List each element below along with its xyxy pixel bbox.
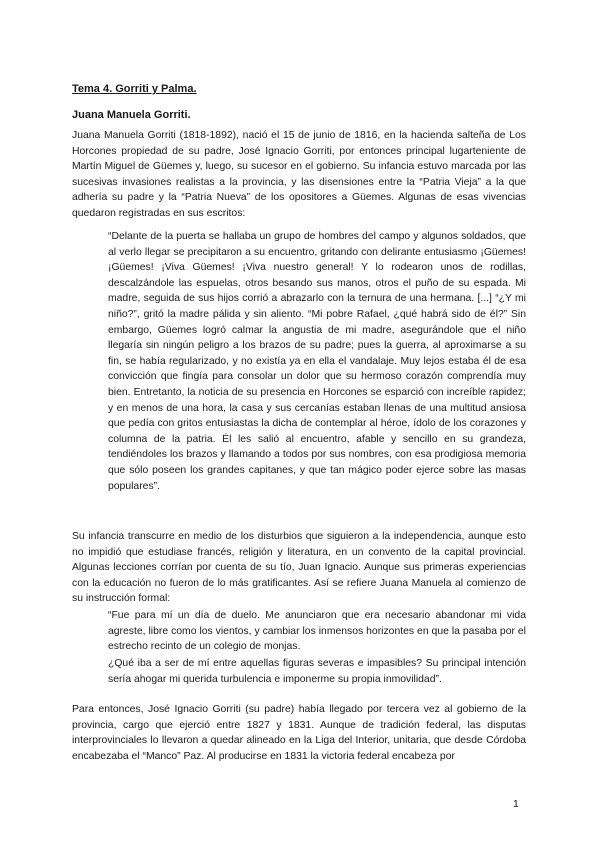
quote-guemes: “Delante de la puerta se hallaba un grupo de hombres del campo y algunos soldados, que al verlo llegar se precipitaron a su encuentro, gritando con delirante entusiasmo ¡Güemes! ¡Güemes! ¡Viva Güemes! ¡Viva nuestro general! Y lo rodearon unos de rodillas, descalzándole las espuelas, otros besando sus manos, otros el puño de su espada. Mi madre, seguida de sus hijos corrió a abrazarlo con la ternura de una hermana. [...] “¿Y mi niño?”, gritó la madre pálida y sin aliento. “Mi pobre Rafael, ¿qué habrá sido de él?” Sin embargo, Güemes logró calmar la angustia de mi madre, asegurándole que el niño llegaría sin ningún peligro a los brazos de su padre; pues la guerra, al aproximarse a su fin, se había regularizado, y no existía ya en ella el vandalaje. Muy lejos estaba él de esa convicción que fingía para consolar un dolor que su hermoso corazón comprendía muy bien. Entretanto, la noticia de su presencia en Horcones se esparció con increíble rapidez; y en menos de una hora, la casa y sus cercanías estaban llenas de una multitud ansiosa que pedía con gritos entusiastas la dicha de contemplar al héroe, ídolo de los corazones y columna de la patria. Él les salió al encuentro, afable y sencillo en su grandeza, tendiéndoles los brazos y llamando a todos por sus nombres, con esa prodigiosa memoria que sólo poseen los grandes capitanes, y que tan mágico poder ejerce sobre las masas populares”. — [108, 231, 526, 492]
section-title: Tema 4. Gorriti y Palma. — [72, 83, 197, 95]
intro-paragraph: Juana Manuela Gorriti (1818-1892), nació el 15 de junio de 1816, en la hacienda salteña de Los Horcones propiedad de su padre, José Ignacio Gorriti, por entonces principal lugarteniente de Martín Miguel de Güemes y, luego, su sucesor en el gobierno. Su infancia estuvo marcada por las sucesivas invasiones realistas a la provincia, y las disensiones entre la “Patria Vieja” a la que adhería su padre y la “Patria Nueva” de los opositores a Güemes. Algunas de esas vivencias quedaron registradas en sus escritos: — [72, 130, 526, 219]
page-number: 1 — [513, 799, 519, 810]
quote-monjas: ¿Qué iba a ser de mí entre aquellas figuras severas e impasibles? Su principal intención sería ahogar mi querida turbulencia e imponerme su propia inmovilidad”. — [108, 658, 526, 685]
childhood-paragraph: Su infancia transcurre en medio de los disturbios que siguieron a la independencia, aunque esto no impidió que estudiase francés, religión y literatura, en un convento de la capital provincial. Algunas lecciones corrían por cuenta de su tío, Juan Ignacio. Aunque sus primeras experiencias con la educación no fueron de lo más gratificantes. Así se refiere Juana Manuela al comienzo de su instrucción formal: — [72, 531, 526, 605]
quote-duelo: “Fue para mí un día de duelo. Me anunciaron que era necesario abandonar mi vida agreste, libre como los vientos, y cambiar los inmensos horizontes en que la pasaba por el estrecho recinto de un colegio de monjas. — [108, 610, 526, 653]
subtitle: Juana Manuela Gorriti. — [72, 109, 191, 121]
father-paragraph: Para entonces, José Ignacio Gorriti (su padre) había llegado por tercera vez al gobierno de la provincia, cargo que ejerció entre 1827 y 1831. Aunque de tradición federal, las disputas interprovinciales lo llevaron a quedar alineado en la Liga del Interior, unitaria, que desde Córdoba encabezaba el “Manco” Paz. Al producirse en 1831 la victoria federal encabeza por — [72, 704, 526, 762]
